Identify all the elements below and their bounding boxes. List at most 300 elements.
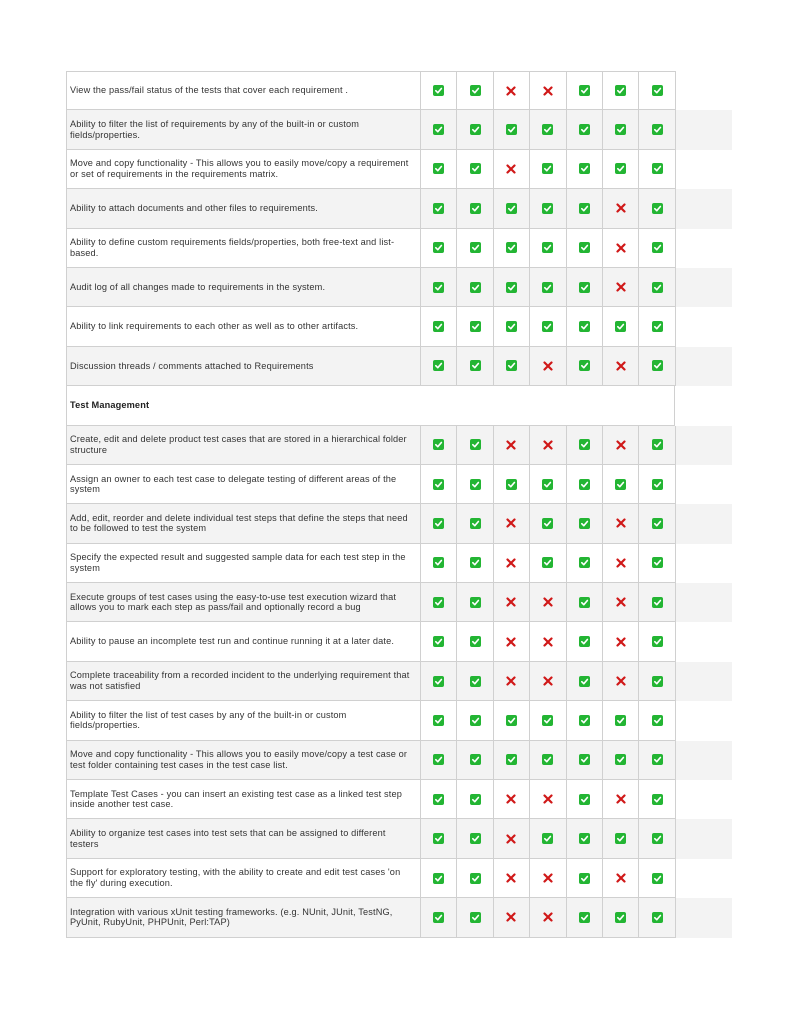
cross-mark-icon [506, 597, 517, 608]
support-cell-4 [530, 150, 566, 189]
check-mark-icon [652, 360, 663, 371]
check-mark-icon [433, 873, 444, 884]
check-mark-icon [652, 163, 663, 174]
cross-mark-icon [615, 636, 626, 647]
support-cell-1 [421, 189, 457, 228]
check-mark-icon [542, 282, 553, 293]
support-cell-3 [494, 701, 530, 740]
support-cell-1 [421, 465, 457, 504]
check-mark-icon [652, 479, 663, 490]
support-cell-5 [567, 622, 603, 661]
support-cell-6 [603, 504, 639, 543]
support-cell-6 [603, 229, 639, 268]
check-mark-icon [542, 518, 553, 529]
feature-description: Execute groups of test cases using the easy-to-use test execution wizard that allows you to mark each step as pass/fail and optionally record a bug [66, 583, 421, 622]
support-cell-5 [567, 150, 603, 189]
check-mark-icon [652, 597, 663, 608]
support-cell-1 [421, 307, 457, 346]
support-cell-3 [494, 347, 530, 386]
support-cell-7 [639, 504, 675, 543]
support-cell-2 [457, 504, 493, 543]
support-cell-7 [639, 307, 675, 346]
support-cell-6 [603, 898, 639, 937]
support-cell-7 [639, 898, 675, 937]
check-mark-icon [433, 439, 444, 450]
support-cell-3 [494, 110, 530, 149]
row-tail [676, 819, 732, 858]
cross-mark-icon [615, 518, 626, 529]
support-cell-1 [421, 780, 457, 819]
check-mark-icon [652, 242, 663, 253]
cross-mark-icon [615, 360, 626, 371]
check-mark-icon [470, 439, 481, 450]
support-cell-4 [530, 465, 566, 504]
support-cell-2 [457, 307, 493, 346]
table-row [66, 544, 732, 583]
check-mark-icon [615, 321, 626, 332]
table-row [66, 898, 732, 937]
feature-description: Create, edit and delete product test cases that are stored in a hierarchical folder structure [66, 426, 421, 465]
support-cell-4 [530, 780, 566, 819]
support-cell-4 [530, 504, 566, 543]
table-row [66, 110, 732, 149]
check-mark-icon [470, 715, 481, 726]
support-cell-7 [639, 780, 675, 819]
support-cell-3 [494, 859, 530, 898]
check-mark-icon [542, 557, 553, 568]
check-mark-icon [433, 124, 444, 135]
check-mark-icon [433, 479, 444, 490]
check-mark-icon [470, 242, 481, 253]
check-mark-icon [579, 518, 590, 529]
support-cell-1 [421, 268, 457, 307]
feature-description: Audit log of all changes made to requirements in the system. [66, 268, 421, 307]
row-tail [676, 347, 732, 386]
support-cell-4 [530, 701, 566, 740]
support-cell-1 [421, 859, 457, 898]
check-mark-icon [433, 676, 444, 687]
check-mark-icon [652, 754, 663, 765]
check-mark-icon [470, 794, 481, 805]
feature-description: Support for exploratory testing, with the ability to create and edit test cases 'on the fly' during execution. [66, 859, 421, 898]
check-mark-icon [579, 124, 590, 135]
feature-description: Ability to pause an incomplete test run and continue running it at a later date. [66, 622, 421, 661]
check-mark-icon [579, 715, 590, 726]
check-mark-icon [433, 754, 444, 765]
support-cell-2 [457, 189, 493, 228]
feature-description: Ability to organize test cases into test sets that can be assigned to different testers [66, 819, 421, 858]
check-mark-icon [579, 203, 590, 214]
support-cell-7 [639, 583, 675, 622]
row-tail [676, 780, 732, 819]
feature-description: Complete traceability from a recorded incident to the underlying requirement that was not satisfied [66, 662, 421, 701]
feature-description: Assign an owner to each test case to delegate testing of different areas of the system [66, 465, 421, 504]
support-cell-3 [494, 898, 530, 937]
support-cell-6 [603, 859, 639, 898]
cross-mark-icon [542, 85, 553, 96]
check-mark-icon [615, 715, 626, 726]
support-cell-3 [494, 268, 530, 307]
check-mark-icon [506, 203, 517, 214]
support-cell-5 [567, 110, 603, 149]
support-cell-2 [457, 898, 493, 937]
check-mark-icon [433, 282, 444, 293]
table-row [66, 741, 732, 780]
cross-mark-icon [506, 439, 517, 450]
cross-mark-icon [542, 597, 553, 608]
check-mark-icon [506, 282, 517, 293]
support-cell-5 [567, 229, 603, 268]
support-cell-2 [457, 426, 493, 465]
cross-mark-icon [615, 439, 626, 450]
table-row [66, 819, 732, 858]
check-mark-icon [470, 203, 481, 214]
feature-description: Template Test Cases - you can insert an existing test case as a linked test step inside another test case. [66, 780, 421, 819]
support-cell-1 [421, 504, 457, 543]
support-cell-7 [639, 150, 675, 189]
row-tail [676, 741, 732, 780]
support-cell-3 [494, 583, 530, 622]
check-mark-icon [652, 518, 663, 529]
cross-mark-icon [615, 557, 626, 568]
check-mark-icon [579, 636, 590, 647]
support-cell-3 [494, 662, 530, 701]
check-mark-icon [433, 715, 444, 726]
check-mark-icon [542, 715, 553, 726]
support-cell-1 [421, 71, 457, 110]
check-mark-icon [470, 557, 481, 568]
row-tail [676, 150, 732, 189]
support-cell-3 [494, 189, 530, 228]
support-cell-1 [421, 898, 457, 937]
support-cell-4 [530, 741, 566, 780]
support-cell-7 [639, 662, 675, 701]
check-mark-icon [470, 597, 481, 608]
table-row [66, 307, 732, 346]
check-mark-icon [579, 912, 590, 923]
support-cell-2 [457, 71, 493, 110]
support-cell-6 [603, 189, 639, 228]
support-cell-3 [494, 71, 530, 110]
cross-mark-icon [542, 912, 553, 923]
check-mark-icon [579, 873, 590, 884]
cross-mark-icon [615, 794, 626, 805]
feature-description: Add, edit, reorder and delete individual test steps that define the steps that need to be followed to test the system [66, 504, 421, 543]
row-tail [676, 110, 732, 149]
check-mark-icon [579, 163, 590, 174]
row-tail [676, 426, 732, 465]
support-cell-2 [457, 347, 493, 386]
support-cell-3 [494, 622, 530, 661]
check-mark-icon [579, 282, 590, 293]
section-header-row [66, 386, 732, 425]
check-mark-icon [506, 124, 517, 135]
check-mark-icon [506, 321, 517, 332]
cross-mark-icon [542, 794, 553, 805]
check-mark-icon [615, 912, 626, 923]
support-cell-2 [457, 465, 493, 504]
support-cell-6 [603, 819, 639, 858]
support-cell-6 [603, 465, 639, 504]
check-mark-icon [652, 203, 663, 214]
check-mark-icon [433, 321, 444, 332]
check-mark-icon [579, 85, 590, 96]
support-cell-1 [421, 741, 457, 780]
check-mark-icon [470, 321, 481, 332]
check-mark-icon [542, 833, 553, 844]
support-cell-3 [494, 229, 530, 268]
support-cell-6 [603, 780, 639, 819]
check-mark-icon [615, 163, 626, 174]
row-tail [676, 268, 732, 307]
row-tail [676, 622, 732, 661]
check-mark-icon [433, 242, 444, 253]
support-cell-3 [494, 544, 530, 583]
check-mark-icon [542, 479, 553, 490]
feature-description: Ability to filter the list of requirements by any of the built-in or custom fields/properties. [66, 110, 421, 149]
row-tail [676, 504, 732, 543]
support-cell-4 [530, 544, 566, 583]
support-cell-2 [457, 622, 493, 661]
check-mark-icon [470, 636, 481, 647]
support-cell-7 [639, 426, 675, 465]
support-cell-5 [567, 544, 603, 583]
support-cell-1 [421, 701, 457, 740]
check-mark-icon [652, 282, 663, 293]
check-mark-icon [470, 754, 481, 765]
check-mark-icon [615, 85, 626, 96]
check-mark-icon [433, 794, 444, 805]
support-cell-6 [603, 583, 639, 622]
check-mark-icon [579, 597, 590, 608]
table-row [66, 701, 732, 740]
check-mark-icon [470, 518, 481, 529]
feature-description: Specify the expected result and suggested sample data for each test step in the system [66, 544, 421, 583]
check-mark-icon [579, 754, 590, 765]
cross-mark-icon [506, 163, 517, 174]
support-cell-3 [494, 307, 530, 346]
support-cell-5 [567, 741, 603, 780]
feature-description: Move and copy functionality - This allows you to easily move/copy a requirement or set of requirements in the requirements matrix. [66, 150, 421, 189]
row-tail [676, 859, 732, 898]
row-tail [675, 386, 732, 425]
support-cell-7 [639, 71, 675, 110]
check-mark-icon [470, 124, 481, 135]
feature-description: Ability to define custom requirements fields/properties, both free-text and list-based. [66, 229, 421, 268]
cross-mark-icon [506, 794, 517, 805]
feature-description: Move and copy functionality - This allows you to easily move/copy a test case or test folder containing test cases in the test case list. [66, 741, 421, 780]
support-cell-4 [530, 347, 566, 386]
support-cell-3 [494, 780, 530, 819]
table-row [66, 662, 732, 701]
support-cell-7 [639, 859, 675, 898]
cross-mark-icon [506, 912, 517, 923]
support-cell-2 [457, 741, 493, 780]
support-cell-5 [567, 780, 603, 819]
cross-mark-icon [506, 557, 517, 568]
check-mark-icon [433, 912, 444, 923]
support-cell-5 [567, 662, 603, 701]
row-tail [676, 189, 732, 228]
support-cell-2 [457, 544, 493, 583]
support-cell-2 [457, 268, 493, 307]
support-cell-1 [421, 819, 457, 858]
row-tail [676, 307, 732, 346]
support-cell-5 [567, 268, 603, 307]
support-cell-5 [567, 189, 603, 228]
check-mark-icon [433, 833, 444, 844]
check-mark-icon [615, 124, 626, 135]
check-mark-icon [433, 557, 444, 568]
support-cell-2 [457, 701, 493, 740]
row-tail [676, 465, 732, 504]
support-cell-7 [639, 229, 675, 268]
support-cell-4 [530, 662, 566, 701]
check-mark-icon [652, 124, 663, 135]
support-cell-3 [494, 150, 530, 189]
check-mark-icon [433, 360, 444, 371]
support-cell-7 [639, 701, 675, 740]
support-cell-7 [639, 189, 675, 228]
support-cell-6 [603, 544, 639, 583]
cross-mark-icon [615, 203, 626, 214]
table-row [66, 465, 732, 504]
support-cell-1 [421, 622, 457, 661]
support-cell-6 [603, 662, 639, 701]
support-cell-5 [567, 701, 603, 740]
support-cell-4 [530, 229, 566, 268]
support-cell-6 [603, 150, 639, 189]
cross-mark-icon [615, 242, 626, 253]
support-cell-2 [457, 150, 493, 189]
table-row [66, 189, 732, 228]
check-mark-icon [433, 203, 444, 214]
support-cell-1 [421, 662, 457, 701]
table-row [66, 859, 732, 898]
check-mark-icon [470, 912, 481, 923]
support-cell-5 [567, 71, 603, 110]
check-mark-icon [433, 597, 444, 608]
support-cell-5 [567, 898, 603, 937]
check-mark-icon [542, 754, 553, 765]
support-cell-4 [530, 859, 566, 898]
check-mark-icon [470, 479, 481, 490]
support-cell-6 [603, 268, 639, 307]
support-cell-2 [457, 819, 493, 858]
check-mark-icon [652, 321, 663, 332]
check-mark-icon [579, 833, 590, 844]
row-tail [676, 701, 732, 740]
row-tail [676, 662, 732, 701]
check-mark-icon [433, 85, 444, 96]
feature-description: Ability to attach documents and other files to requirements. [66, 189, 421, 228]
check-mark-icon [506, 715, 517, 726]
check-mark-icon [652, 439, 663, 450]
support-cell-5 [567, 465, 603, 504]
table-row [66, 229, 732, 268]
support-cell-4 [530, 268, 566, 307]
support-cell-4 [530, 71, 566, 110]
check-mark-icon [433, 518, 444, 529]
cross-mark-icon [615, 597, 626, 608]
support-cell-2 [457, 110, 493, 149]
feature-comparison-table [66, 71, 732, 938]
check-mark-icon [542, 203, 553, 214]
support-cell-2 [457, 583, 493, 622]
support-cell-2 [457, 859, 493, 898]
check-mark-icon [615, 833, 626, 844]
feature-description: Ability to link requirements to each other as well as to other artifacts. [66, 307, 421, 346]
support-cell-7 [639, 465, 675, 504]
support-cell-6 [603, 307, 639, 346]
check-mark-icon [579, 676, 590, 687]
check-mark-icon [542, 124, 553, 135]
check-mark-icon [652, 715, 663, 726]
support-cell-5 [567, 504, 603, 543]
support-cell-1 [421, 426, 457, 465]
section-title: Test Management [66, 386, 675, 425]
support-cell-5 [567, 583, 603, 622]
check-mark-icon [433, 163, 444, 174]
check-mark-icon [579, 242, 590, 253]
feature-description: Integration with various xUnit testing frameworks. (e.g. NUnit, JUnit, TestNG, PyUnit, RubyUnit, PHPUnit, Perl:TAP) [66, 898, 421, 937]
support-cell-6 [603, 110, 639, 149]
check-mark-icon [579, 557, 590, 568]
cross-mark-icon [542, 873, 553, 884]
row-tail [676, 544, 732, 583]
support-cell-4 [530, 307, 566, 346]
support-cell-4 [530, 189, 566, 228]
table-row [66, 583, 732, 622]
check-mark-icon [470, 873, 481, 884]
table-row [66, 150, 732, 189]
support-cell-7 [639, 741, 675, 780]
support-cell-5 [567, 347, 603, 386]
support-cell-7 [639, 110, 675, 149]
support-cell-2 [457, 229, 493, 268]
support-cell-1 [421, 544, 457, 583]
support-cell-6 [603, 701, 639, 740]
support-cell-7 [639, 544, 675, 583]
support-cell-4 [530, 898, 566, 937]
check-mark-icon [506, 479, 517, 490]
support-cell-3 [494, 465, 530, 504]
check-mark-icon [652, 85, 663, 96]
row-tail [676, 71, 732, 110]
support-cell-5 [567, 426, 603, 465]
check-mark-icon [579, 794, 590, 805]
support-cell-6 [603, 622, 639, 661]
check-mark-icon [470, 282, 481, 293]
row-tail [676, 898, 732, 937]
check-mark-icon [542, 163, 553, 174]
cross-mark-icon [542, 360, 553, 371]
support-cell-3 [494, 504, 530, 543]
table-row [66, 71, 732, 110]
support-cell-5 [567, 307, 603, 346]
support-cell-2 [457, 780, 493, 819]
cross-mark-icon [506, 518, 517, 529]
table-row [66, 780, 732, 819]
cross-mark-icon [506, 636, 517, 647]
feature-description: View the pass/fail status of the tests that cover each requirement . [66, 71, 421, 110]
support-cell-1 [421, 150, 457, 189]
check-mark-icon [615, 754, 626, 765]
cross-mark-icon [542, 676, 553, 687]
check-mark-icon [652, 676, 663, 687]
support-cell-4 [530, 622, 566, 661]
table-row [66, 622, 732, 661]
